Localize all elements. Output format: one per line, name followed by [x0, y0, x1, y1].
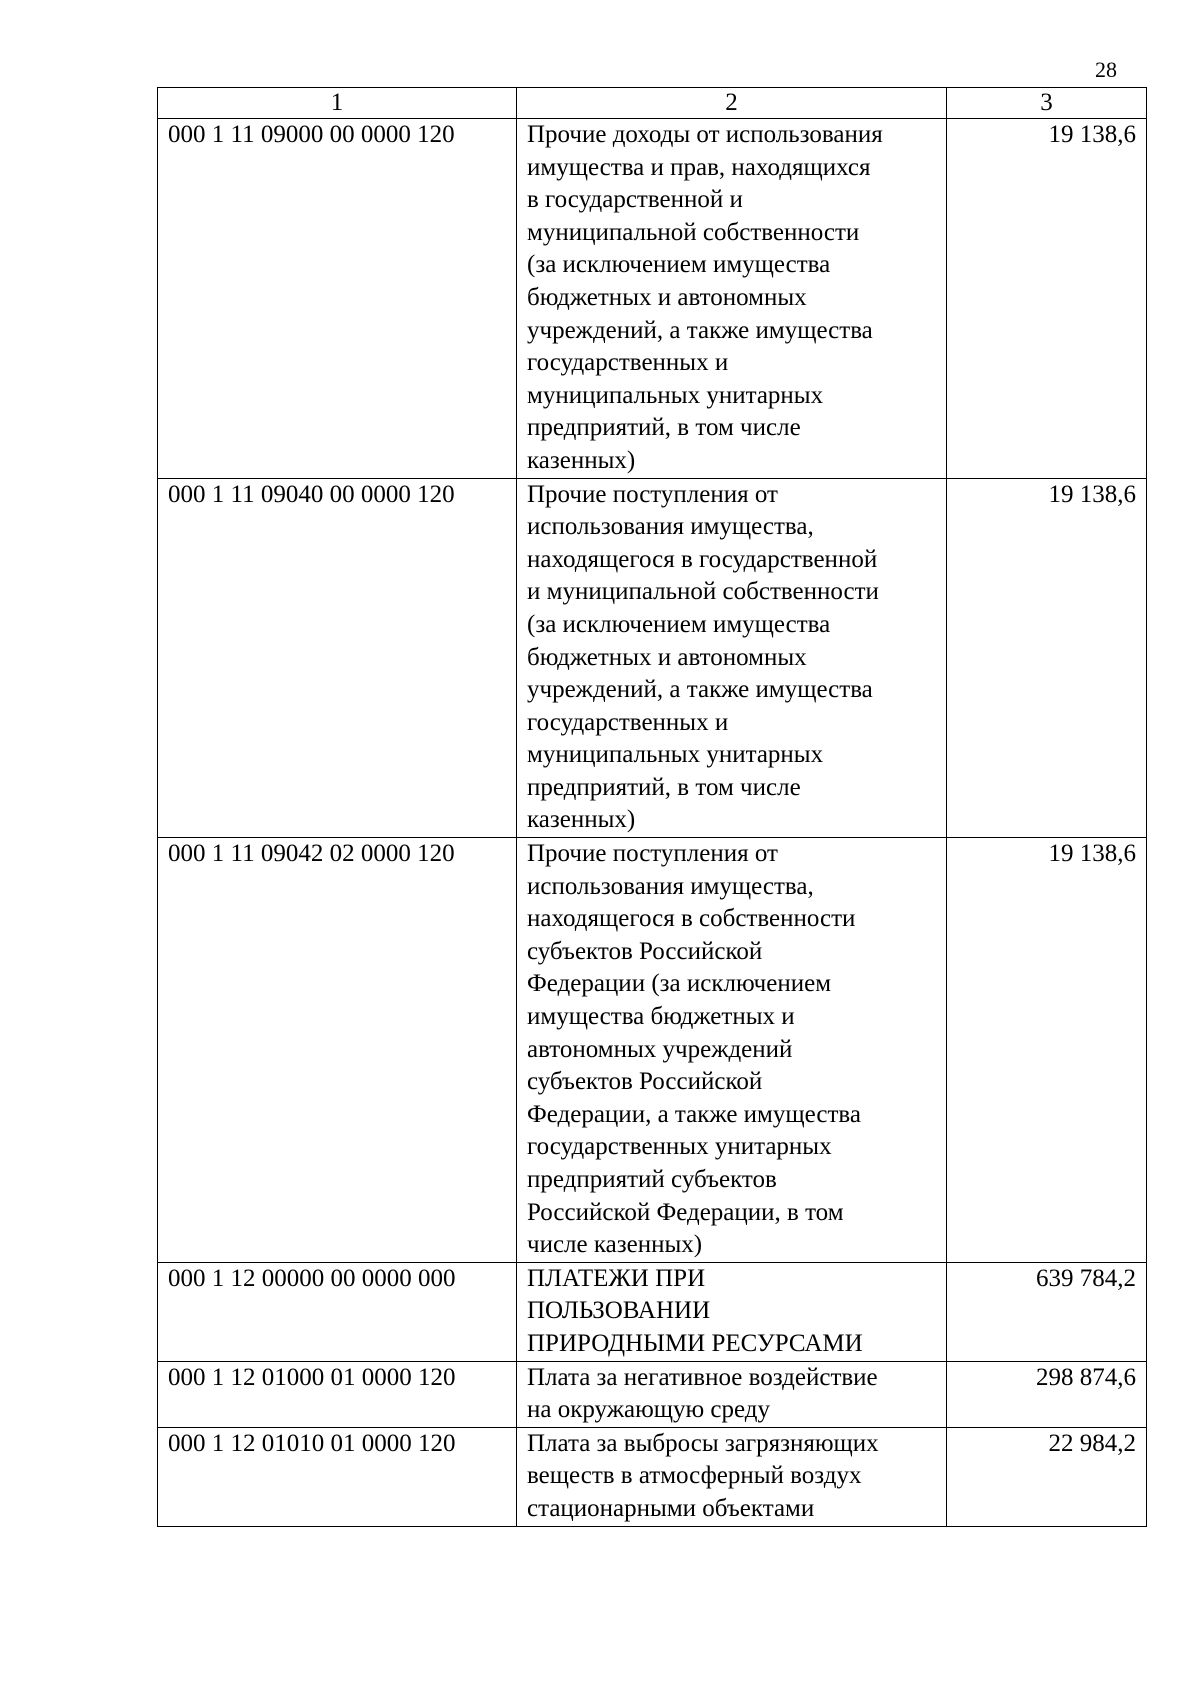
- revenue-name-cell: [517, 478, 947, 838]
- column-header-name: 2: [517, 88, 947, 119]
- revenue-name-line: Федерации, а также имущества: [527, 1100, 861, 1128]
- revenue-name-line: находящегося в государственной: [527, 545, 878, 573]
- revenue-name-line: имущества и прав, находящихся: [527, 153, 871, 181]
- revenue-name-cell: [517, 838, 947, 1263]
- revenue-name-line: ПЛАТЕЖИ ПРИ: [527, 1264, 706, 1292]
- revenue-name-line: муниципальной собственности: [527, 218, 860, 246]
- revenue-name-line: находящегося в собственности: [527, 905, 856, 933]
- revenue-name-line: бюджетных и автономных: [527, 643, 807, 671]
- revenue-name-line: в государственной и: [527, 186, 743, 214]
- revenue-name-line: Прочие поступления от: [527, 480, 778, 508]
- table-row: [158, 838, 1147, 1263]
- revenue-name-line: предприятий субъектов: [527, 1166, 777, 1193]
- revenue-name-cell: [517, 1427, 947, 1526]
- revenue-name-line: государственных и: [527, 708, 729, 736]
- revenue-name-line: казенных): [527, 806, 636, 834]
- revenue-name-line: учреждений, а также имущества: [527, 676, 873, 704]
- revenue-name-line: субъектов Российской: [527, 1068, 763, 1096]
- revenue-name-line: на окружающую среду: [527, 1396, 771, 1424]
- revenue-name-cell: [517, 1361, 947, 1427]
- amount-cell: 298 874,6: [947, 1361, 1147, 1427]
- table-row: [158, 1262, 1147, 1361]
- revenue-name-line: Плата за выбросы загрязняющих: [527, 1429, 879, 1457]
- revenue-name-line: (за исключением имущества: [527, 251, 831, 279]
- revenue-name-cell: [517, 119, 947, 479]
- budget-code-cell: 000 1 11 09040 00 0000 120: [158, 478, 517, 838]
- revenue-name-line: Плата за негативное воздействие: [527, 1363, 878, 1391]
- revenue-name-line: государственных и: [527, 349, 729, 377]
- revenue-name-line: государственных унитарных: [527, 1133, 832, 1161]
- amount-cell: 19 138,6: [947, 478, 1147, 838]
- revenue-name-line: использования имущества,: [527, 513, 814, 541]
- budget-code-cell: 000 1 11 09000 00 0000 120: [158, 119, 517, 479]
- revenue-name-line: предприятий, в том числе: [527, 773, 801, 801]
- budget-code-cell: 000 1 12 01000 01 0000 120: [158, 1361, 517, 1427]
- revenue-name-line: и муниципальной собственности: [527, 578, 879, 606]
- revenue-name-line: бюджетных и автономных: [527, 283, 807, 311]
- revenue-name-line: числе казенных): [527, 1231, 703, 1259]
- revenue-name-line: субъектов Российской: [527, 937, 763, 965]
- amount-cell: 22 984,2: [947, 1427, 1147, 1526]
- column-header-code: 1: [158, 88, 517, 119]
- revenue-name-line: казенных): [527, 446, 636, 474]
- revenue-name-line: Прочие поступления от: [527, 840, 778, 868]
- revenue-name-line: учреждений, а также имущества: [527, 316, 873, 344]
- table-row: [158, 119, 1147, 479]
- column-header-amount: 3: [947, 88, 1147, 119]
- revenue-name-line: использования имущества,: [527, 872, 814, 900]
- budget-code-cell: 000 1 12 01010 01 0000 120: [158, 1427, 517, 1526]
- revenue-name-line: автономных учреждений: [527, 1035, 793, 1063]
- revenue-name-line: муниципальных унитарных: [527, 381, 824, 409]
- budget-code-cell: 000 1 12 00000 00 0000 000: [158, 1262, 517, 1361]
- revenue-name-line: предприятий, в том числе: [527, 414, 801, 442]
- table-body: [158, 119, 1147, 1527]
- table-row: [158, 478, 1147, 838]
- table-row: [158, 1427, 1147, 1526]
- revenue-name-line: (за исключением имущества: [527, 610, 831, 638]
- amount-cell: 639 784,2: [947, 1262, 1147, 1361]
- table-row: [158, 1361, 1147, 1427]
- revenue-name-line: муниципальных унитарных: [527, 741, 824, 769]
- amount-cell: 19 138,6: [947, 838, 1147, 1263]
- revenue-name-line: Прочие доходы от использования: [527, 121, 883, 148]
- revenue-name-line: веществ в атмосферный воздух: [527, 1462, 862, 1490]
- amount-cell: 19 138,6: [947, 119, 1147, 479]
- revenue-name-line: ПОЛЬЗОВАНИИ: [527, 1297, 711, 1325]
- revenue-name-line: имущества бюджетных и: [527, 1003, 795, 1031]
- budget-code-cell: 000 1 11 09042 02 0000 120: [158, 838, 517, 1263]
- revenue-name-line: стационарными объектами: [527, 1494, 815, 1522]
- budget-revenue-table: [157, 87, 1147, 1527]
- page-number: 28: [1095, 57, 1117, 82]
- table-header-row: [158, 88, 1147, 119]
- revenue-name-line: ПРИРОДНЫМИ РЕСУРСАМИ: [527, 1329, 863, 1357]
- revenue-name-line: Российской Федерации, в том: [527, 1198, 844, 1226]
- revenue-name-cell: [517, 1262, 947, 1361]
- revenue-name-line: Федерации (за исключением: [527, 970, 832, 998]
